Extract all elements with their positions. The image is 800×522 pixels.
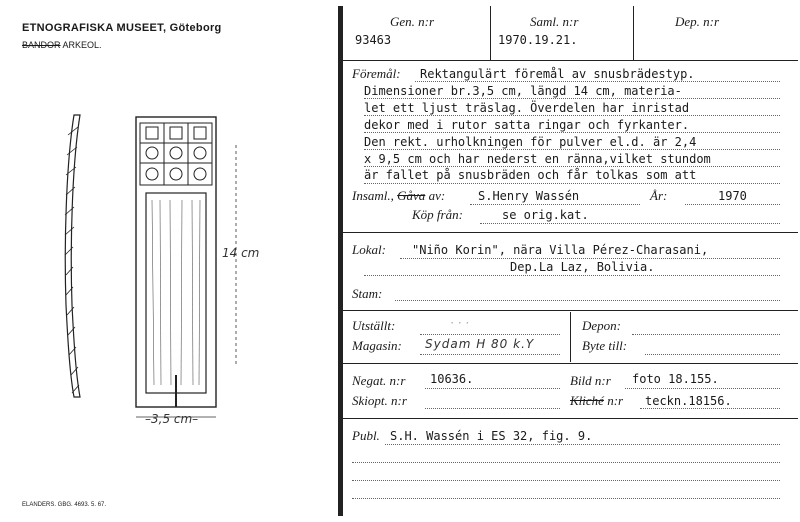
saml-label: Saml. n:r [530,14,579,29]
publ-label: Publ. [352,428,380,443]
insaml-label-pre: Insaml., [352,188,394,203]
foremal-line-6: x 9,5 cm och har nederst en ränna,vilket stundom [364,152,711,166]
card-left-border [338,6,343,516]
foremal-line-1: Rektangulärt föremål av snusbrädestyp. [420,67,695,81]
printer-imprint: ELANDERS. GBG. 4693. 5. 67. [22,502,107,508]
dotted-rule [364,149,780,150]
dotted-rule [645,354,780,355]
insaml-value: S.Henry Wassén [478,189,580,203]
section-divider-2 [343,310,798,311]
bild-value: foto 18.155. [632,372,719,386]
byte-label: Byte till: [582,338,628,353]
kop-value: se orig.kat. [502,208,589,222]
dotted-rule [395,300,780,301]
department-value: ARKEOL. [62,40,102,50]
foremal-label: Föremål: [352,66,401,81]
dotted-rule [364,275,780,276]
foremal-line-3: let ett ljust träslag. Överdelen har inristad [364,101,690,115]
gen-value: 93463 [355,33,392,47]
utstallt-label: Utställt: [352,318,396,333]
dotted-rule [640,408,780,409]
saml-value: 1970.19.21. [498,33,578,47]
negat-label: Negat. n:r [352,373,406,388]
foremal-line-4: dekor med i rutor satta ringar och fyrkanter. [364,118,690,132]
magasin-value: Sydam H 80 k.Y [425,337,535,351]
dotted-rule [415,81,780,82]
lokal-line-1: "Niño Korin", nära Villa Pérez-Charasani, [412,243,709,257]
insaml-label-struck: Gåva [397,188,426,203]
header-col-divider-1 [490,6,491,60]
gen-label: Gen. n:r [390,14,435,29]
ar-value: 1970 [718,189,747,203]
kliche-label [570,393,623,409]
dotted-rule [685,204,780,205]
dotted-rule [420,334,560,335]
section-divider-1 [343,232,798,233]
stam-label: Stam: [352,286,383,301]
dotted-rule [352,498,780,499]
header-col-divider-2 [633,6,634,60]
dotted-rule [470,204,640,205]
kliche-label-struck: Kliché [570,393,604,408]
publ-value: S.H. Wassén i ES 32, fig. 9. [390,429,593,443]
dotted-rule [364,98,780,99]
dotted-rule [420,354,560,355]
foremal-line-7: är fallet på snusbräden och får tolkas som att [364,168,697,182]
negat-value: 10636. [430,372,474,386]
lokal-line-2: Dep.La Laz, Bolivia. [510,260,655,274]
dotted-rule [352,480,780,481]
dotted-rule [364,166,780,167]
dotted-rule [632,334,780,335]
section-divider-4 [343,418,798,419]
department [22,40,102,50]
utstallt-value: · · · [450,316,470,330]
object-drawing [60,105,260,425]
dotted-rule [364,183,780,184]
department-struck: BANDOR [22,40,61,50]
kop-label: Köp från: [412,207,463,222]
storage-col-divider [570,312,571,362]
kliche-label-post: n:r [607,393,624,408]
dotted-rule [400,258,780,259]
drawing-height-label: 14 cm [222,246,260,260]
dotted-rule [480,223,780,224]
kliche-value: teckn.18156. [645,394,732,408]
dotted-rule [364,115,780,116]
dotted-rule [425,388,560,389]
magasin-label: Magasin: [352,338,402,353]
dep-label: Dep. n:r [675,14,720,29]
lokal-label: Lokal: [352,242,386,257]
insaml-label [352,188,445,204]
insaml-label-post: av: [428,188,446,203]
bild-label: Bild n:r [570,373,611,388]
dotted-rule [364,132,780,133]
skiopt-label: Skiopt. n:r [352,393,407,408]
section-divider-3 [343,363,798,364]
ar-label: År: [650,188,668,203]
drawing-width-label: –3,5 cm– [145,412,199,426]
dotted-rule [352,462,780,463]
foremal-line-2: Dimensioner br.3,5 cm, längd 14 cm, materia- [364,84,682,98]
depon-label: Depon: [582,318,621,333]
dotted-rule [425,408,560,409]
dotted-rule [625,388,780,389]
museum-name: ETNOGRAFISKA MUSEET, Göteborg [22,22,222,34]
foremal-line-5: Den rekt. urholkningen för pulver el.d. är 2,4 [364,135,697,149]
dotted-rule [385,444,780,445]
header-divider [343,60,798,61]
